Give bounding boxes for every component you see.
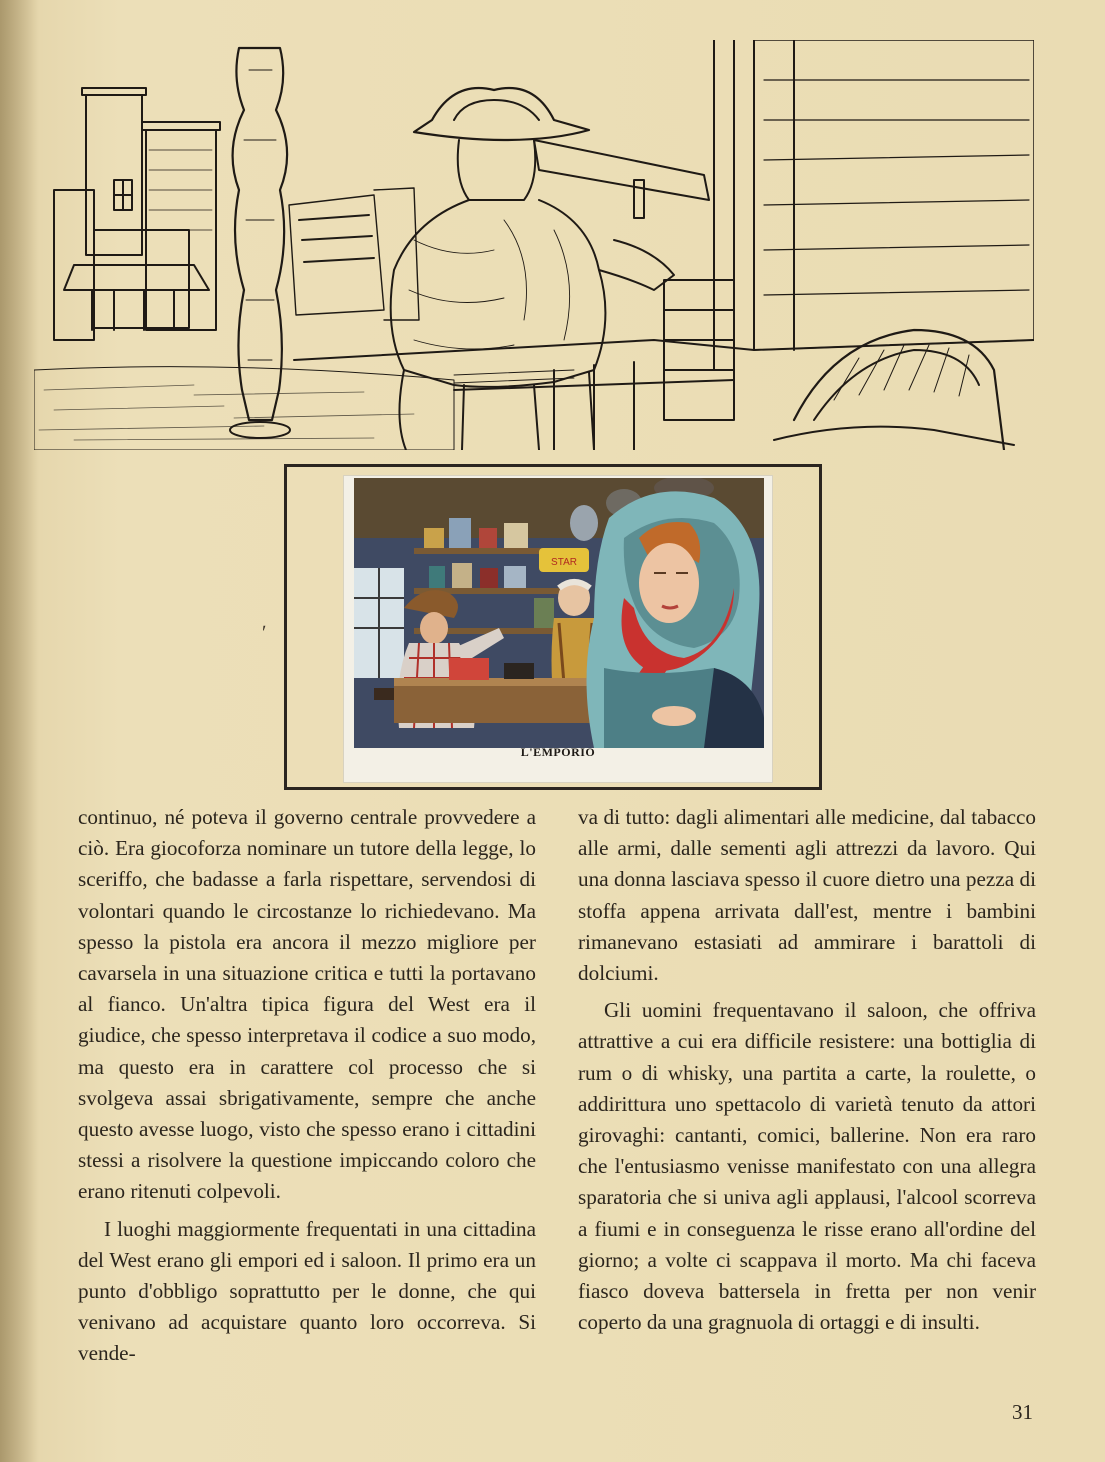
right-column	[578, 802, 1036, 1338]
paragraph: I luoghi maggiormente frequentati in una cittadina del West erano gli empori ed i saloon. Il primo era un punto d'obbligo soprattutto per le donne, che qui venivano ad acquistare quanto loro occorreva. Si vende-	[78, 1216, 536, 1366]
paragraph: continuo, né poteva il governo centrale provvedere a ciò. Era giocoforza nominare un tutore della legge, lo sceriffo, che badasse a farla rispettare, servendosi di volontari quando le circostanze lo richiedevano. Ma spesso la pistola era ancora il mezzo migliore per cavarsela in una situazione critica e tutti la portavano al fianco. Un'altra tipica figura del West era il giudice, che spesso interpretava il codice a suo modo, ma questo era in carattere col processo che si svolgeva assai sbrigativamente, sempre che anche questo avesse luogo, visto che spesso erano i cittadini stessi a risolvere la questione impiccando coloro che erano ritenuti colpevoli.	[78, 805, 536, 1204]
book-gutter-shadow	[0, 0, 38, 1462]
paragraph: va di tutto: dagli alimentari alle medicine, dal tabacco alle armi, dalle sementi agli attrezzi da lavoro. Qui una donna lasciava spesso il cuore dietro una pezza di stoffa appena arrivata dall'est, mentre i bambini rimanevano estasiati ad ammirare i barattoli di dolciumi.	[578, 805, 1036, 986]
page-number: 31	[1012, 1400, 1033, 1424]
stray-ink-mark: ʹ	[262, 622, 267, 644]
svg-text:STAR: STAR	[551, 557, 577, 568]
western-town-illustration	[34, 40, 1034, 450]
left-column	[78, 802, 536, 1370]
emporium-color-card	[344, 476, 772, 782]
paragraph: Gli uomini frequentavano il saloon, che offriva attrattive a cui era difficile resistere: una bottiglia di rum o di whisky, una partita a carte, la roulette, o addirittura uno spettacolo di varietà tenuto da attori girovaghi: cantanti, comici, ballerine. Non era raro che l'entusiasmo venisse manifestato con una allegra sparatoria che si univa agli applausi, l'alcool scorreva a fiumi e in conseguenza le risse erano all'ordine del giorno; a volte ci scappava il morto. Ma chi faceva fiasco doveva battersela in fretta per non venir coperto da una gragnuola di ortaggi e di insulti.	[578, 998, 1036, 1335]
inset-caption: L'EMPORIO	[520, 745, 596, 759]
